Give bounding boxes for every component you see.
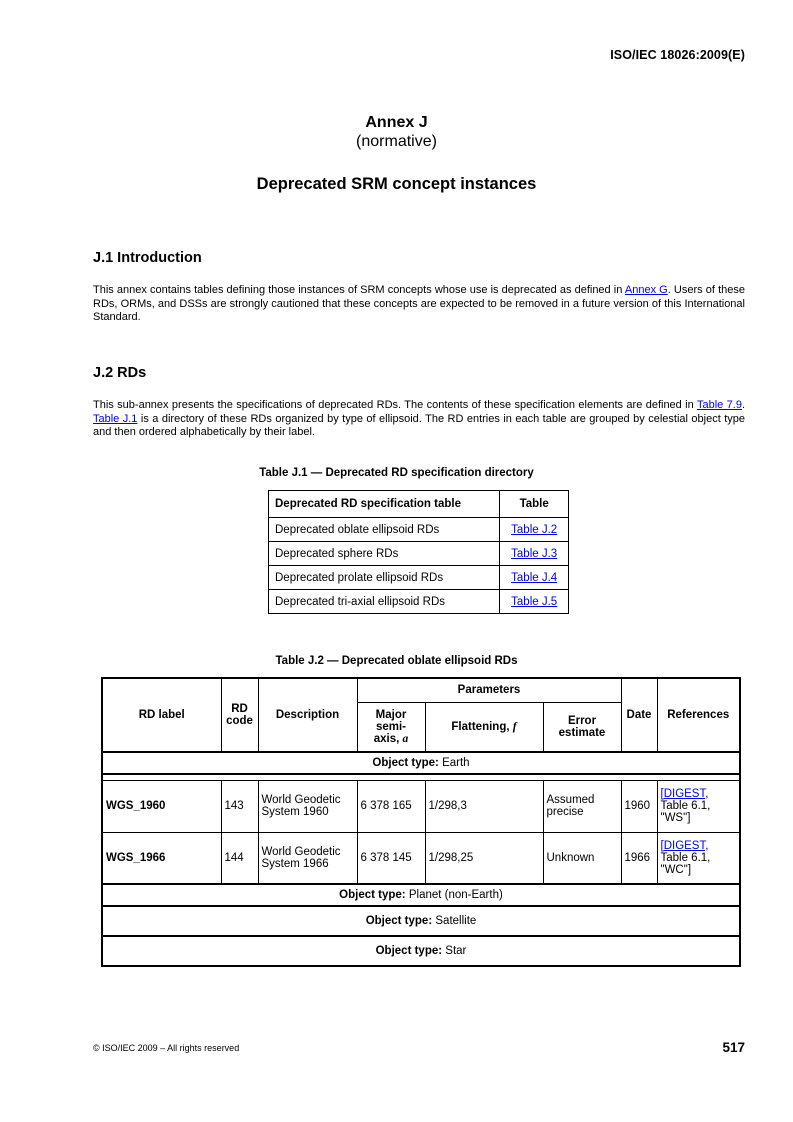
spec-name-cell: Deprecated oblate ellipsoid RDs <box>269 518 500 542</box>
section-heading-introduction: J.1 Introduction <box>93 250 202 266</box>
header-parameters: Parameters <box>357 678 621 702</box>
object-type-row-earth <box>102 752 740 774</box>
table-header-row <box>269 491 569 518</box>
flattening-cell: 1/298,25 <box>425 832 543 884</box>
table-header-row <box>102 678 740 702</box>
annex-title: Annex J <box>365 114 428 131</box>
object-type-row-star <box>102 936 740 966</box>
standard-reference: ISO/IEC 18026:2009(E) <box>610 48 745 62</box>
annex-normative-label: (normative) <box>356 133 437 150</box>
rds-text-1: This sub-annex presents the specifications of deprecated RDs. The contents of these specification elements are defined in <box>93 399 697 411</box>
object-type-row-planet <box>102 884 740 906</box>
spec-name-cell: Deprecated sphere RDs <box>269 542 500 566</box>
spec-name-cell: Deprecated tri-axial ellipsoid RDs <box>269 590 500 614</box>
error-estimate-cell: Unknown <box>543 832 621 884</box>
table-row <box>269 542 569 566</box>
error-estimate-cell: Assumed precise <box>543 780 621 832</box>
table-row <box>269 566 569 590</box>
annex-g-link[interactable]: Annex G <box>624 284 668 296</box>
table-7-9-link[interactable]: Table 7.9 <box>696 399 742 411</box>
flattening-cell: 1/298,3 <box>425 780 543 832</box>
header-date: Date <box>621 678 657 752</box>
footer-copyright: © ISO/IEC 2009 – All rights reserved <box>93 1043 240 1053</box>
digest-link[interactable]: [DIGEST <box>660 788 706 800</box>
references-cell: [DIGEST, Table 6.1, "WC"] <box>657 832 740 884</box>
header-error-estimate: Error estimate <box>543 702 621 752</box>
table-row <box>269 518 569 542</box>
object-type-value: Earth <box>442 757 470 769</box>
table-row <box>102 832 740 884</box>
table-j2-link[interactable]: Table J.2 <box>511 523 558 536</box>
object-type-value: Star <box>445 945 467 957</box>
introduction-paragraph <box>93 284 745 325</box>
header-spec-table: Deprecated RD specification table <box>269 491 500 518</box>
digest-link[interactable]: [DIGEST <box>660 839 706 852</box>
directory-table <box>268 490 569 614</box>
table-j5-link[interactable]: Table J.5 <box>511 595 558 608</box>
section-heading-rds: J.2 RDs <box>93 365 147 381</box>
page-number: 517 <box>722 1040 745 1055</box>
header-major-semi-axis: Major semi- axis, a <box>357 702 425 752</box>
description-cell: World Geodetic System 1960 <box>258 780 357 832</box>
rd-label-cell: WGS_1960 <box>102 780 221 832</box>
annex-subtitle: Deprecated SRM concept instances <box>256 175 537 193</box>
object-type-value: Planet (non-Earth) <box>408 889 503 901</box>
table-row <box>269 590 569 614</box>
date-cell: 1966 <box>621 832 657 884</box>
date-cell: 1960 <box>621 780 657 832</box>
object-type-label: Object type: <box>375 945 443 957</box>
intro-text-2: . Users of these RDs, ORMs, and DSSs are strongly cautioned that these concepts are expected to be removed in a future version of this International Standard. <box>93 284 745 323</box>
object-type-value: Satellite <box>435 915 477 927</box>
table-j3-link[interactable]: Table J.3 <box>511 547 558 560</box>
rd-label-cell: WGS_1966 <box>102 832 221 884</box>
rds-text-3: is a directory of these RDs organized by type of ellipsoid. The RD entries in each table are grouped by celestial object type and then ordered alphabetically by their label. <box>93 412 746 438</box>
object-type-row-satellite <box>102 906 740 936</box>
object-type-label: Object type: <box>365 915 433 927</box>
header-description: Description <box>258 678 357 752</box>
header-flattening: Flattening, f <box>425 702 543 752</box>
table-j1-caption: Table J.1 — Deprecated RD specification directory <box>259 467 534 479</box>
header-table: Table <box>500 491 569 518</box>
spec-name-cell: Deprecated prolate ellipsoid RDs <box>269 566 500 590</box>
intro-text-1: This annex contains tables defining those instances of SRM concepts whose use is deprecated as defined in <box>93 284 625 296</box>
object-type-label: Object type: <box>372 757 439 769</box>
major-axis-cell: 6 378 165 <box>357 780 425 832</box>
rds-paragraph <box>93 399 745 440</box>
header-rd-label: RD label <box>102 678 221 752</box>
oblate-ellipsoid-rd-table <box>101 677 741 967</box>
rd-code-cell: 144 <box>221 832 258 884</box>
rd-code-cell: 143 <box>221 780 258 832</box>
rds-text-2: . <box>741 399 745 411</box>
table-j2-caption: Table J.2 — Deprecated oblate ellipsoid RDs <box>275 655 518 667</box>
table-j1-link[interactable]: Table J.1 <box>93 412 138 425</box>
description-cell: World Geodetic System 1966 <box>258 832 357 884</box>
header-references: References <box>657 678 740 752</box>
header-rd-code: RD code <box>221 678 258 752</box>
references-cell: [DIGEST, Table 6.1, "WS"] <box>657 780 740 832</box>
major-axis-cell: 6 378 145 <box>357 832 425 884</box>
table-row <box>102 780 740 832</box>
table-j4-link[interactable]: Table J.4 <box>511 571 558 584</box>
object-type-label: Object type: <box>339 889 406 901</box>
